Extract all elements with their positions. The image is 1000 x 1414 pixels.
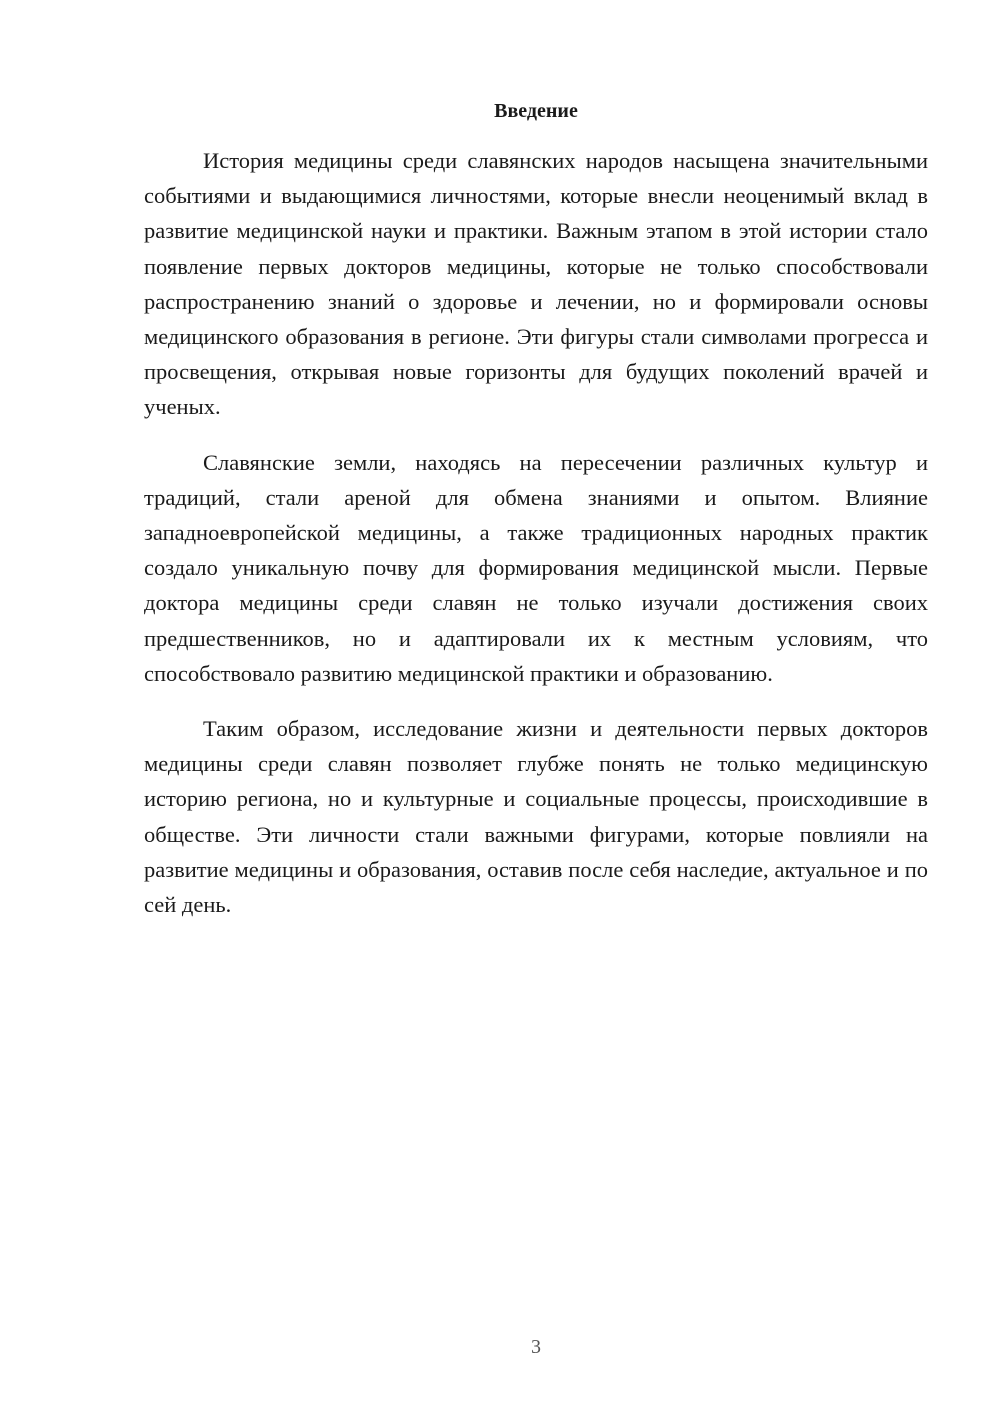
section-heading: Введение bbox=[494, 100, 578, 122]
body-text bbox=[144, 143, 928, 942]
page-number: 3 bbox=[531, 1336, 541, 1358]
paragraph-3: Таким образом, исследование жизни и деятельности первых докторов медицины среди славян позволяет глубже понять не только медицинскую историю региона, но и культурные и социальные процессы, происходившие в обществе. Эти личности стали важными фигурами, которые повлияли на развитие медицины и образования, оставив после себя наследие, актуальное и по сей день. bbox=[144, 716, 928, 918]
paragraph-2: Славянские земли, находясь на пересечении различных культур и традиций, стали ареной для обмена знаниями и опытом. Влияние западноевропейской медицины, а также традиционных народных практик создало уникальную почву для формирования медицинской мысли. Первые доктора медицины среди славян не только изучали достижения своих предшественников, но и адаптировали их к местным условиям, что способствовало развитию медицинской практики и образованию. bbox=[144, 449, 928, 686]
paragraph-1: История медицины среди славянских народов насыщена значительными событиями и выдающимися личностями, которые внесли неоценимый вклад в развитие медицинской науки и практики. Важным этапом в этой истории стало появление первых докторов медицины, которые не только способствовали распространению знаний о здоровье и лечении, но и формировали основы медицинского образования в регионе. Эти фигуры стали символами прогресса и просвещения, открывая новые горизонты для будущих поколений врачей и ученых. bbox=[144, 148, 928, 420]
